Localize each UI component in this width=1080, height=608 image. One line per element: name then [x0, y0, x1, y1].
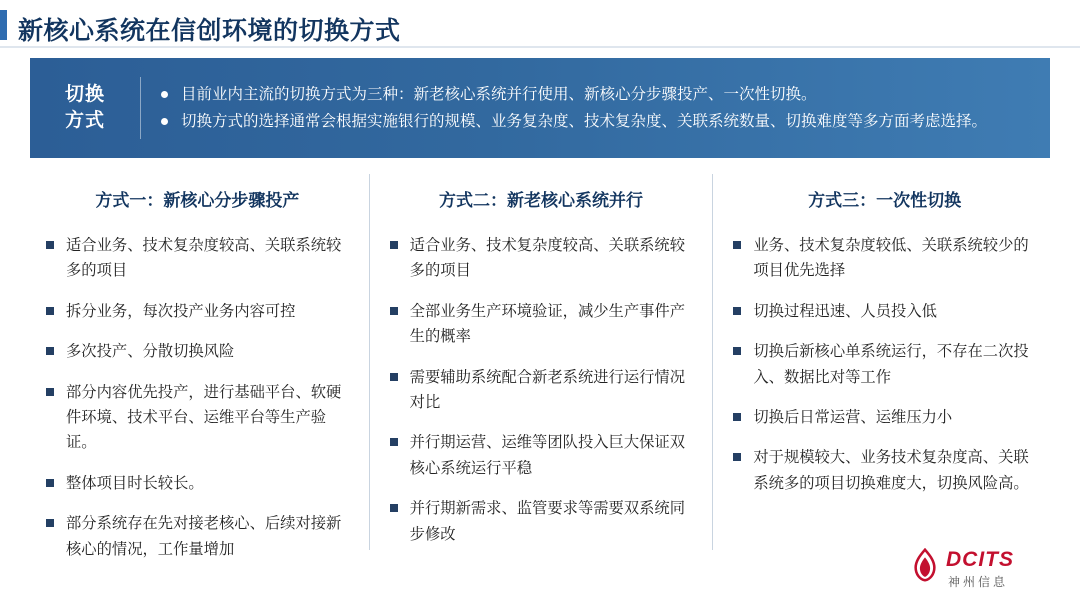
bullet-square-icon	[46, 388, 54, 396]
bullet-square-icon	[46, 241, 54, 249]
list-item	[42, 233, 353, 284]
banner-bullet-text: 切换方式的选择通常会根据实施银行的规模、业务复杂度、技术复杂度、关联系统数量、切换难度等多方面考虑选择。	[181, 113, 988, 130]
bullet-square-icon	[390, 373, 398, 381]
banner-bullet	[159, 82, 1026, 107]
list-item	[386, 496, 697, 547]
column-heading	[729, 170, 1040, 221]
bullet-square-icon	[733, 307, 741, 315]
banner-bullet	[159, 109, 1026, 134]
banner-label-line2: 方式	[64, 110, 105, 131]
list-item-text: 整体项目时长较长。	[66, 474, 204, 492]
bullet-square-icon	[390, 504, 398, 512]
list-item-text: 适合业务、技术复杂度较高、关联系统较多的项目	[66, 237, 342, 280]
column-heading	[386, 170, 697, 221]
list-item-text: 拆分业务，每次投产业务内容可控	[66, 302, 296, 320]
list-item	[729, 233, 1040, 284]
company-logo	[908, 546, 1058, 594]
column-bullet-list	[729, 233, 1040, 496]
banner-bullet-text: 目前业内主流的切换方式为三种：新老核心系统并行使用、新核心分步骤投产、一次性切换。	[181, 85, 817, 103]
list-item-text: 切换过程迅速、人员投入低	[753, 302, 937, 320]
bullet-square-icon	[46, 347, 54, 355]
column-bullet-list	[386, 233, 697, 547]
list-item-text: 适合业务、技术复杂度较高、关联系统较多的项目	[409, 237, 686, 280]
bullet-square-icon	[46, 519, 54, 527]
dcits-flame-icon	[908, 548, 942, 582]
list-item	[42, 339, 353, 364]
page-title: 新核心系统在信创环境的切换方式	[18, 17, 401, 45]
list-item	[729, 299, 1040, 324]
list-item	[42, 380, 353, 456]
bullet-square-icon	[733, 453, 741, 461]
banner-body	[141, 80, 1050, 136]
column-heading-rest: 新核心分步骤投产	[163, 191, 300, 210]
list-item	[42, 511, 353, 562]
list-item	[386, 233, 697, 284]
columns-container	[26, 170, 1056, 560]
list-item-text: 切换后日常运营、运维压力小	[753, 408, 953, 426]
list-item	[386, 365, 697, 416]
list-item-text: 对于规模较大、业务技术复杂度高、关联系统多的项目切换难度大，切换风险高。	[753, 449, 1029, 492]
bullet-dot-icon	[161, 118, 168, 125]
column-heading-lead: 方式二：	[439, 191, 507, 210]
list-item	[386, 430, 697, 481]
list-item-text: 需要辅助系统配合新老系统进行运行情况对比	[409, 368, 686, 411]
bullet-square-icon	[46, 479, 54, 487]
bullet-square-icon	[733, 347, 741, 355]
banner-label	[30, 82, 140, 133]
list-item-text: 业务、技术复杂度较低、关联系统较少的项目优先选择	[753, 237, 1029, 280]
column-heading	[42, 170, 353, 221]
bullet-square-icon	[390, 438, 398, 446]
list-item-text: 切换后新核心单系统运行，不存在二次投入、数据比对等工作	[753, 343, 1029, 386]
column-heading-lead: 方式三：	[808, 191, 877, 210]
bullet-square-icon	[733, 413, 741, 421]
list-item-text: 并行期新需求、监管要求等需要双系统同步修改	[409, 500, 686, 543]
bullet-square-icon	[46, 307, 54, 315]
list-item	[729, 405, 1040, 430]
list-item	[42, 299, 353, 324]
column-approach-three	[713, 170, 1056, 560]
bullet-square-icon	[390, 241, 398, 249]
column-heading-rest: 新老核心系统并行	[507, 191, 643, 210]
list-item	[729, 445, 1040, 496]
column-bullet-list	[42, 233, 353, 562]
column-heading-lead: 方式一：	[95, 191, 164, 210]
list-item-text: 多次投产、分散切换风险	[66, 343, 235, 361]
banner-label-line1: 切换	[64, 84, 105, 106]
list-item	[42, 471, 353, 496]
title-divider	[0, 46, 1080, 48]
column-approach-two	[370, 170, 713, 560]
list-item-text: 全部业务生产环境验证，减少生产事件产生的概率	[409, 302, 686, 346]
column-approach-one	[26, 170, 369, 560]
summary-banner	[30, 58, 1050, 158]
list-item	[729, 339, 1040, 390]
title-accent-bar	[0, 10, 7, 40]
logo-brand-text: DCITS	[946, 548, 1014, 571]
column-heading-rest: 一次性切换	[876, 191, 962, 210]
list-item-text: 部分内容优先投产，进行基础平台、软硬件环境、技术平台、运维平台等生产验证。	[66, 383, 342, 452]
bullet-square-icon	[390, 307, 398, 315]
bullet-dot-icon	[161, 91, 168, 98]
slide-title-bar	[0, 0, 1080, 48]
list-item	[386, 299, 697, 350]
list-item-text: 并行期运营、运维等团队投入巨大保证双核心系统运行平稳	[409, 434, 686, 477]
list-item-text: 部分系统存在先对接老核心、后续对接新核心的情况，工作量增加	[66, 515, 342, 558]
bullet-square-icon	[733, 241, 741, 249]
logo-sub-text: 神州信息	[948, 575, 1009, 589]
